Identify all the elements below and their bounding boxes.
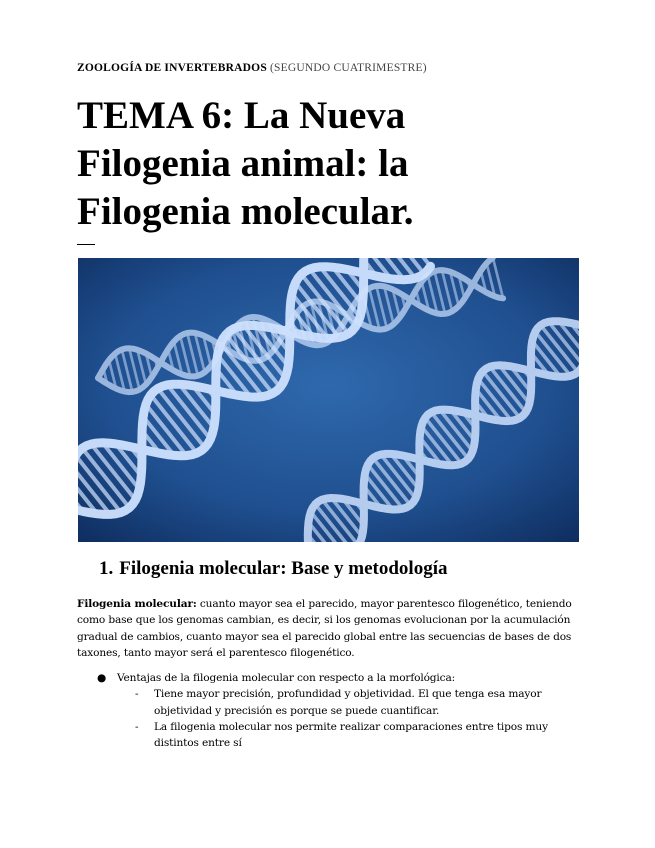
advantages-list <box>77 670 577 751</box>
section-title: Filogenia molecular: Base y metodología <box>119 558 448 579</box>
sub-list-item <box>77 719 549 752</box>
page-title <box>77 92 577 236</box>
sub-list-item <box>77 686 549 719</box>
course-header <box>77 62 427 74</box>
dna-helix-image <box>78 258 579 542</box>
sub-item-text-1: Tiene mayor precisión, profundidad y objetividad. El que tenga esa mayor objetividad y precisión es porque se puede cuantificar. <box>154 688 542 717</box>
intro-term: Filogenia molecular: <box>77 598 197 610</box>
title-divider <box>77 244 95 245</box>
title-line-2: Filogenia animal: la <box>77 142 409 185</box>
title-line-3: Filogenia molecular. <box>77 190 414 233</box>
section-number: 1. <box>99 558 114 579</box>
course-name: ZOOLOGÍA DE INVERTEBRADOS <box>77 62 267 74</box>
title-line-1: TEMA 6: La Nueva <box>77 94 406 137</box>
list-item <box>77 670 577 686</box>
list-item-text: Ventajas de la filogenia molecular con respecto a la morfológica: <box>117 672 456 684</box>
sub-item-text-2: La filogenia molecular nos permite realizar comparaciones entre tipos muy distintos entre sí <box>154 720 548 750</box>
dash-icon: - <box>135 688 139 701</box>
intro-paragraph <box>77 596 577 661</box>
dash-icon: - <box>135 720 139 733</box>
intro-text: cuanto mayor sea el parecido, mayor parentesco filogenético, teniendo como base que los genomas cambian, es decir, si los genomas evolucionan por la acumulación gradual de cambios, cuanto mayor sea el parecido global entre las secuencias de bases de dos taxones, tanto mayor será el parentesco filogenético. <box>77 598 572 659</box>
section-heading <box>99 558 447 580</box>
bullet-icon: ● <box>97 672 107 684</box>
course-term: (SEGUNDO CUATRIMESTRE) <box>270 62 427 74</box>
